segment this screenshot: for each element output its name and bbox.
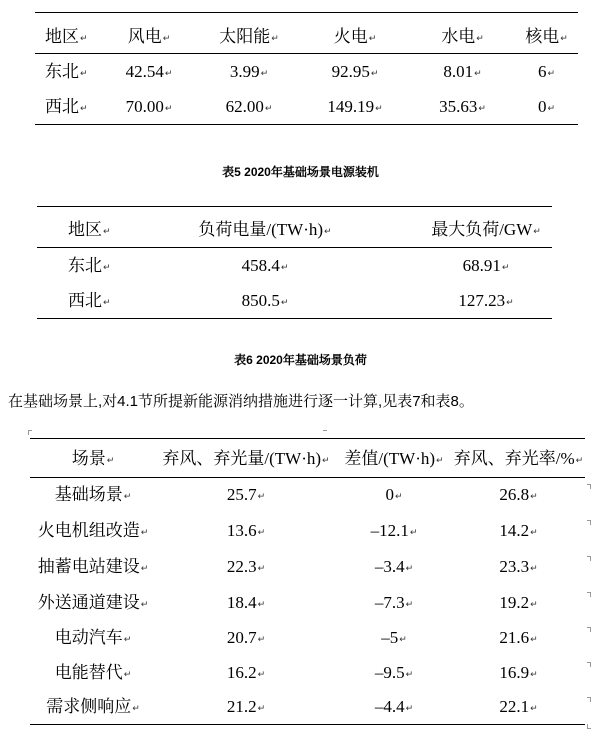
column-header-text: 核电: [525, 27, 560, 46]
paragraph-mark: ↵: [530, 492, 538, 502]
table-row: [37, 248, 552, 287]
table-row: [30, 514, 585, 550]
table-cell: [336, 514, 452, 550]
table-row: [30, 621, 585, 656]
cell-text: 42.54: [125, 61, 164, 81]
table-cell: [30, 514, 156, 550]
end-of-row-mark: [587, 662, 591, 667]
cell-text: 92.95: [331, 61, 370, 81]
cell-text: 21.2: [226, 696, 257, 716]
header-row: [30, 439, 585, 478]
end-of-row-mark: [587, 592, 591, 597]
table-cell: [410, 54, 515, 92]
cell-text: 6: [537, 61, 547, 81]
paragraph-mark: ↵: [257, 669, 266, 680]
table-cell: [30, 550, 156, 586]
cell-text: 62.00: [225, 96, 264, 116]
cell-text: 8.01: [443, 61, 474, 81]
paragraph-mark: ↵: [405, 564, 414, 574]
cell-text: 22.1: [499, 696, 530, 716]
table-anchor-mark: [28, 430, 32, 435]
cell-text: 抽蓄电站建设: [37, 557, 140, 576]
paragraph-mark: ↵: [476, 34, 484, 44]
paragraph-mark: ↵: [405, 599, 414, 610]
cell-text: 21.6: [499, 627, 530, 647]
table-cell: [100, 54, 198, 92]
table-cell: [156, 691, 336, 725]
table-row: [30, 691, 585, 725]
paragraph-mark: ↵: [264, 103, 273, 114]
table-cell: [160, 248, 370, 287]
paragraph-mark: ↵: [370, 68, 379, 79]
measures-table: [30, 438, 585, 725]
paragraph-mark: ↵: [530, 528, 538, 538]
paragraph-mark: ↵: [140, 564, 149, 574]
table-cell: [30, 586, 156, 621]
end-of-row-mark: [587, 520, 591, 525]
power-capacity-table: [35, 12, 578, 125]
table-row: [37, 286, 552, 319]
body-paragraph: 在基础场景上,对4.1节所提新能源消纳措施进行逐一计算,见表7和表8。: [8, 393, 474, 410]
column-header: [336, 439, 452, 478]
paragraph-mark: ↵: [106, 456, 115, 466]
cell-text: 电动汽车: [54, 627, 123, 647]
cell-text: 16.9: [499, 662, 530, 682]
end-of-row-mark: [587, 697, 591, 702]
cell-text: 东北: [45, 61, 79, 81]
paragraph-mark: ↵: [506, 298, 514, 308]
cell-text: –5: [381, 627, 399, 647]
cell-text: 16.2: [226, 662, 257, 682]
paragraph-mark: ↵: [324, 227, 332, 237]
header-row: [37, 207, 552, 248]
column-header-text: 火电: [333, 27, 368, 46]
paragraph-mark: ↵: [103, 227, 111, 237]
cell-text: 电能替代: [54, 662, 123, 682]
load-table: [37, 206, 552, 319]
paragraph-mark: ↵: [257, 634, 266, 645]
cell-text: 22.3: [226, 557, 257, 576]
end-of-row-mark: [587, 556, 591, 561]
column-header: [300, 13, 410, 54]
paragraph-mark: ↵: [80, 103, 88, 114]
paragraph-mark: ↵: [162, 34, 171, 44]
table-cell: [156, 586, 336, 621]
column-header-text: 风电: [127, 27, 162, 46]
column-header: [515, 13, 578, 54]
paragraph-mark: ↵: [478, 103, 486, 114]
paragraph-mark: ↵: [257, 528, 266, 538]
paragraph-mark: ↵: [123, 492, 132, 502]
column-header-text: 地区: [45, 27, 79, 46]
table-cell: [336, 656, 452, 691]
table-cell: [35, 54, 100, 92]
paragraph-mark: ↵: [260, 68, 269, 79]
table-cell: [100, 91, 198, 125]
column-header-text: 水电: [441, 27, 476, 46]
table-cell: [198, 54, 300, 92]
paragraph-mark: ↵: [375, 103, 383, 114]
paragraph-mark: ↵: [257, 564, 266, 574]
paragraph-mark: ↵: [257, 599, 266, 610]
paragraph-mark: ↵: [547, 103, 556, 114]
cell-text: 19.2: [499, 592, 530, 612]
table-cell: [336, 621, 452, 656]
cell-text: 需求侧响应: [46, 696, 132, 716]
table-cell: [30, 478, 156, 515]
paragraph-mark: ↵: [530, 669, 538, 680]
table-cell: [156, 478, 336, 515]
cell-text: –3.4: [374, 557, 405, 576]
cell-text: 基础场景: [54, 485, 123, 504]
table-cell: [300, 54, 410, 92]
table-row: [30, 586, 585, 621]
paragraph-mark: ↵: [123, 669, 132, 680]
table-cell: [452, 586, 585, 621]
column-header: [30, 439, 156, 478]
cell-text: 3.99: [229, 61, 260, 81]
table-cell: [156, 621, 336, 656]
table-cell: [30, 691, 156, 725]
table-cell: [156, 550, 336, 586]
cell-text: 东北: [68, 256, 102, 275]
table-cell: [515, 54, 578, 92]
table-cell: [452, 691, 585, 725]
paragraph-mark: ↵: [530, 703, 538, 714]
table-cell: [336, 550, 452, 586]
table-cell: [35, 91, 100, 125]
cell-text: 68.91: [462, 256, 501, 275]
paragraph-mark: ↵: [560, 34, 568, 44]
cell-text: 外送通道建设: [37, 592, 140, 612]
table-cell: [198, 91, 300, 125]
paragraph-mark: ↵: [257, 492, 266, 502]
column-header-text: 弃风、弃光率/%: [453, 449, 575, 468]
cell-text: 0: [385, 485, 394, 504]
table-row: [30, 550, 585, 586]
column-header: [100, 13, 198, 54]
cell-text: –4.4: [374, 696, 405, 716]
cell-text: 18.4: [226, 592, 257, 612]
column-header: [35, 13, 100, 54]
table-cell: [336, 478, 452, 515]
cell-text: –9.5: [374, 662, 405, 682]
paragraph-mark: ↵: [280, 298, 289, 308]
cell-text: 149.19: [327, 96, 375, 116]
paragraph-mark: ↵: [530, 564, 538, 574]
table-cell: [300, 91, 410, 125]
paragraph-mark: ↵: [501, 263, 510, 273]
cell-text: 14.2: [499, 521, 530, 540]
column-marker: [323, 430, 327, 431]
column-header-text: 弃风、弃光量/(TW·h): [162, 449, 322, 468]
paragraph-mark: ↵: [80, 68, 88, 79]
table-row: [30, 478, 585, 515]
paragraph-mark: ↵: [140, 599, 149, 610]
paragraph-mark: ↵: [436, 456, 444, 466]
column-header-text: 地区: [68, 220, 102, 239]
table-cell: [452, 514, 585, 550]
table-cell: [156, 514, 336, 550]
cell-text: 13.6: [226, 521, 257, 540]
paragraph-mark: ↵: [405, 703, 414, 714]
cell-text: –7.3: [374, 592, 405, 612]
paragraph-mark: ↵: [257, 703, 266, 714]
paragraph-mark: ↵: [399, 634, 407, 645]
table-row: [35, 54, 578, 92]
column-header: [370, 207, 552, 248]
table-cell: [452, 550, 585, 586]
column-header: [410, 13, 515, 54]
table-cell: [37, 248, 160, 287]
table-cell: [30, 656, 156, 691]
table-cell: [452, 478, 585, 515]
table-cell: [336, 691, 452, 725]
column-header: [452, 439, 585, 478]
paragraph-mark: ↵: [140, 528, 149, 538]
cell-text: 0: [537, 96, 547, 116]
table-cell: [370, 248, 552, 287]
end-of-row-mark: [587, 627, 591, 632]
table-cell: [452, 621, 585, 656]
cell-text: 458.4: [241, 256, 280, 275]
table-caption: 表6 2020年基础场景负荷: [234, 353, 367, 367]
paragraph-mark: ↵: [164, 103, 173, 114]
cell-text: –12.1: [370, 521, 409, 540]
paragraph-mark: ↵: [123, 634, 132, 645]
paragraph-mark: ↵: [394, 492, 403, 502]
cell-text: 850.5: [241, 291, 280, 310]
paragraph-mark: ↵: [368, 34, 377, 44]
cell-text: 25.7: [226, 485, 257, 504]
cell-text: 26.8: [499, 485, 530, 504]
paragraph-mark: ↵: [103, 263, 111, 273]
cell-text: 70.00: [125, 96, 164, 116]
paragraph-mark: ↵: [132, 703, 140, 714]
cell-text: 西北: [68, 291, 102, 310]
paragraph-mark: ↵: [164, 68, 173, 79]
cell-text: 35.63: [439, 96, 478, 116]
cell-text: 20.7: [226, 627, 257, 647]
paragraph-mark: ↵: [547, 68, 556, 79]
paragraph-mark: ↵: [474, 68, 482, 79]
table-cell: [515, 91, 578, 125]
table-row: [35, 91, 578, 125]
paragraph-mark: ↵: [103, 298, 111, 308]
column-header: [160, 207, 370, 248]
column-header-text: 太阳能: [219, 27, 271, 46]
table-row: [30, 656, 585, 691]
cell-text: 火电机组改造: [37, 521, 140, 540]
paragraph-mark: ↵: [80, 34, 88, 44]
column-header-text: 场景: [71, 449, 106, 468]
paragraph-mark: ↵: [405, 669, 414, 680]
column-header-text: 最大负荷/GW: [431, 220, 533, 239]
table-cell: [156, 656, 336, 691]
paragraph-mark: ↵: [322, 456, 330, 466]
paragraph-mark: ↵: [271, 34, 279, 44]
column-header: [156, 439, 336, 478]
end-of-row-mark: [587, 484, 591, 489]
header-row: [35, 13, 578, 54]
table-cell: [452, 656, 585, 691]
paragraph-mark: ↵: [575, 456, 584, 466]
table-cell: [336, 586, 452, 621]
cell-text: 23.3: [499, 557, 530, 576]
column-header-text: 负荷电量/(TW·h): [198, 220, 324, 239]
cell-text: 127.23: [458, 291, 506, 310]
table-cell: [37, 286, 160, 319]
end-of-table-mark: [587, 724, 591, 729]
table-cell: [30, 621, 156, 656]
paragraph-mark: ↵: [280, 263, 289, 273]
table-cell: [410, 91, 515, 125]
paragraph-mark: ↵: [533, 227, 541, 237]
paragraph-mark: ↵: [409, 528, 418, 538]
table-cell: [370, 286, 552, 319]
cell-text: 西北: [45, 96, 79, 116]
paragraph-mark: ↵: [530, 599, 538, 610]
column-header: [37, 207, 160, 248]
column-header-text: 差值/(TW·h): [344, 449, 436, 468]
table-cell: [160, 286, 370, 319]
table-caption: 表5 2020年基础场景电源装机: [222, 165, 379, 179]
column-header: [198, 13, 300, 54]
paragraph-mark: ↵: [530, 634, 538, 645]
